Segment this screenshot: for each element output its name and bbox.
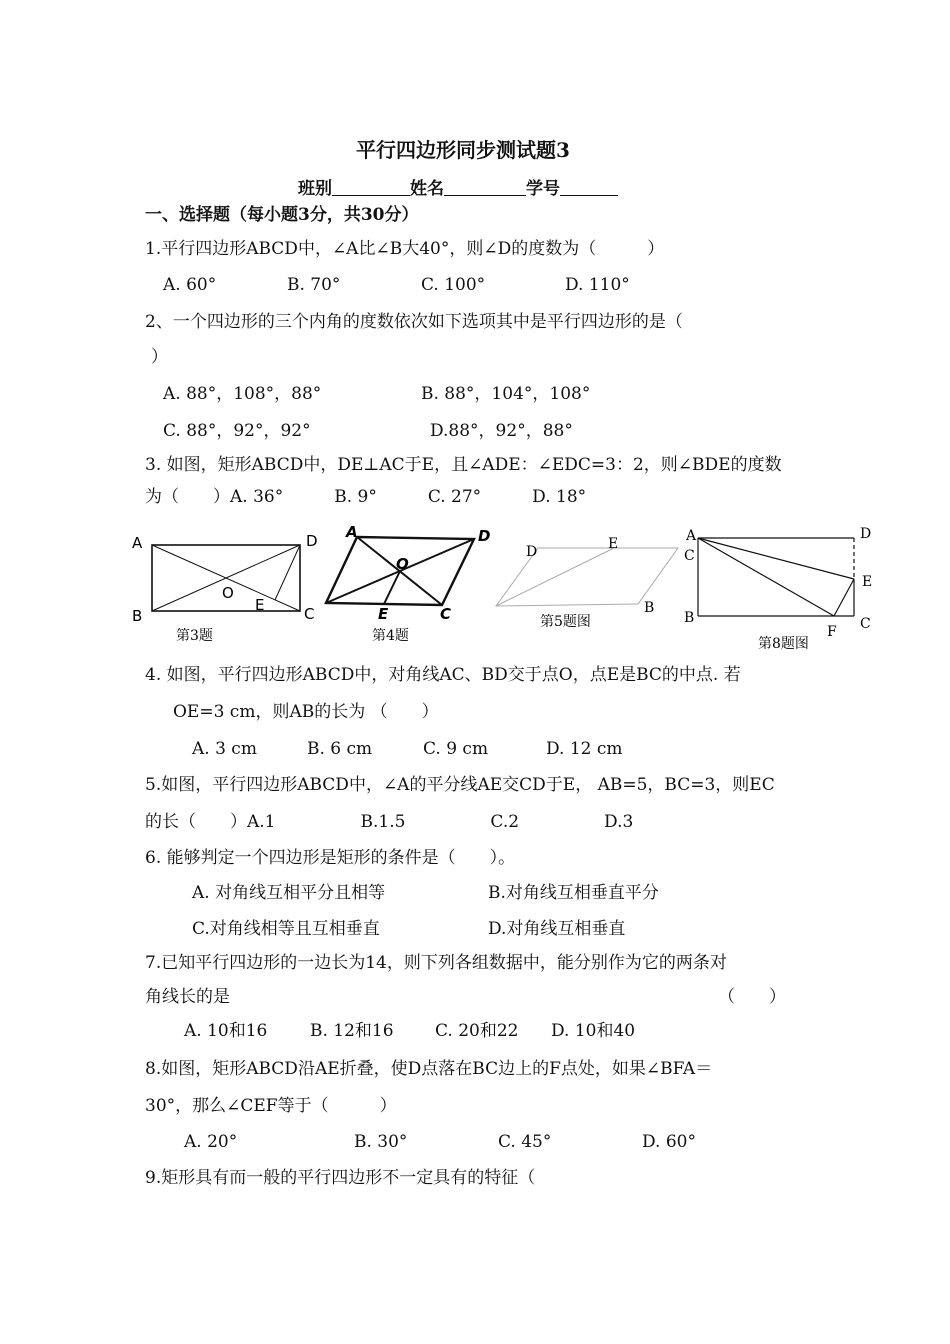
fig5-parallelogram	[496, 548, 678, 606]
q7-option-b: B. 12和16	[310, 1021, 394, 1041]
q1-option-b: B. 70°	[287, 275, 341, 295]
q8-option-c: C. 45°	[498, 1132, 552, 1152]
q7-answer-paren: （ ）	[718, 987, 786, 1007]
q2-option-d: D.88°，92°，88°	[430, 421, 573, 441]
q8-stem-line1: 8.如图，矩形ABCD沿AE折叠，使D点落在BC边上的F点处，如果∠BFA＝	[145, 1059, 713, 1079]
q4-option-b: B. 6 cm	[307, 739, 373, 759]
name-label: 姓名	[410, 179, 444, 199]
q6-option-c: C.对角线相等且互相垂直	[192, 919, 380, 939]
class-label: 班别	[298, 179, 332, 199]
q2-option-b: B. 88°，104°，108°	[421, 384, 591, 404]
number-label: 学号	[526, 179, 560, 199]
q2-option-c: C. 88°，92°，92°	[163, 421, 311, 441]
fig8-segment-fe	[834, 579, 854, 616]
fig4-label-a: A	[346, 523, 358, 541]
fig8-fold-ae	[698, 538, 854, 579]
q6-option-a: A. 对角线互相平分且相等	[192, 883, 386, 903]
q1-option-a: A. 60°	[163, 275, 217, 295]
fig3-label-e: E	[255, 596, 265, 614]
fig4-label-d: D	[478, 527, 491, 545]
fig8-label-c: C	[684, 548, 695, 564]
q5-stem-line2: 的长（ ）A.1 B.1.5 C.2 D.3	[145, 812, 634, 832]
q7-option-a: A. 10和16	[184, 1021, 268, 1041]
student-info-line	[298, 179, 618, 199]
fig8-label-c2: C	[860, 616, 871, 632]
fig4-label-c: C	[440, 605, 452, 623]
fig3-label-d: D	[306, 532, 318, 550]
q1-option-d: D. 110°	[565, 275, 630, 295]
q5-stem-line1: 5.如图，平行四边形ABCD中，∠A的平分线AE交CD于E， AB=5，BC=3，则EC	[145, 775, 775, 795]
q3-stem-line1: 3. 如图，矩形ABCD中，DE⊥AC于E，且∠ADE：∠EDC=3：2，则∠BDE的度数	[145, 455, 782, 475]
q8-option-b: B. 30°	[354, 1132, 408, 1152]
fig8-label-f: F	[827, 624, 837, 640]
q7-option-d: D. 10和40	[551, 1021, 636, 1041]
fig5-label-e: E	[608, 536, 619, 552]
page-title: 平行四边形同步测试题3	[356, 138, 570, 162]
fig8-segment-af	[698, 538, 834, 616]
figure-4	[322, 523, 497, 647]
fig5-segment-ae	[496, 548, 614, 606]
figure-8	[682, 524, 880, 652]
fig8-caption: 第8题图	[758, 636, 809, 652]
q2-option-a: A. 88°，108°，88°	[163, 384, 322, 404]
fig8-label-e: E	[862, 574, 873, 590]
q4-option-a: A. 3 cm	[192, 739, 257, 759]
fig4-label-e: E	[378, 605, 389, 623]
q6-stem: 6. 能够判定一个四边形是矩形的条件是（ ）。	[145, 848, 516, 868]
fig3-label-b: B	[132, 607, 143, 625]
fig3-label-c: C	[304, 605, 315, 623]
q7-option-c: C. 20和22	[435, 1021, 519, 1041]
q7-stem-line1: 7.已知平行四边形的一边长为14，则下列各组数据中，能分别作为它的两条对	[145, 953, 727, 973]
q6-option-d: D.对角线互相垂直	[488, 919, 626, 939]
fig5-label-b: B	[644, 600, 655, 616]
fig4-caption: 第4题	[372, 628, 409, 644]
figure-3	[130, 530, 325, 648]
q1-option-c: C. 100°	[421, 275, 486, 295]
q4-option-d: D. 12 cm	[546, 739, 623, 759]
fig8-label-a: A	[686, 528, 697, 544]
fig5-caption: 第5题图	[540, 614, 591, 630]
fig3-caption: 第3题	[176, 628, 213, 644]
q3-stem-line2: 为（ ）A. 36° B. 9° C. 27° D. 18°	[145, 487, 587, 507]
figure-5	[488, 532, 688, 636]
fig8-label-d: D	[860, 526, 872, 542]
q4-stem-line2: OE=3 cm，则AB的长为 （ ）	[173, 702, 439, 722]
fig5-label-d: D	[526, 544, 538, 560]
q8-option-a: A. 20°	[184, 1132, 238, 1152]
number-blank	[560, 179, 618, 196]
q8-option-d: D. 60°	[642, 1132, 696, 1152]
fig3-label-o: O	[222, 584, 234, 602]
section-heading: 一、选择题（每小题3分，共30分）	[145, 205, 419, 225]
q8-stem-line2: 30°，那么∠CEF等于（ ）	[145, 1096, 397, 1116]
q7-stem-line2: 角线长的是	[145, 987, 230, 1007]
fig3-label-a: A	[132, 534, 143, 552]
q1-stem: 1.平行四边形ABCD中，∠A比∠B大40°，则∠D的度数为（ ）	[145, 239, 665, 259]
q4-stem-line1: 4. 如图，平行四边形ABCD中，对角线AC、BD交于点O，点E是BC的中点. 若	[145, 665, 741, 685]
q9-stem: 9.矩形具有而一般的平行四边形不一定具有的特征（	[145, 1168, 536, 1188]
name-blank	[444, 179, 526, 196]
fig4-label-o: O	[396, 555, 409, 573]
class-blank	[332, 179, 410, 196]
fig8-label-b: B	[684, 610, 695, 626]
q4-option-c: C. 9 cm	[423, 739, 489, 759]
q6-option-b: B.对角线互相垂直平分	[488, 883, 659, 903]
q2-stem-line1: 2、一个四边形的三个内角的度数依次如下选项其中是平行四边形的是（	[145, 312, 683, 332]
q2-stem-line2: ）	[151, 347, 168, 367]
fig3-segment-de	[275, 545, 300, 600]
